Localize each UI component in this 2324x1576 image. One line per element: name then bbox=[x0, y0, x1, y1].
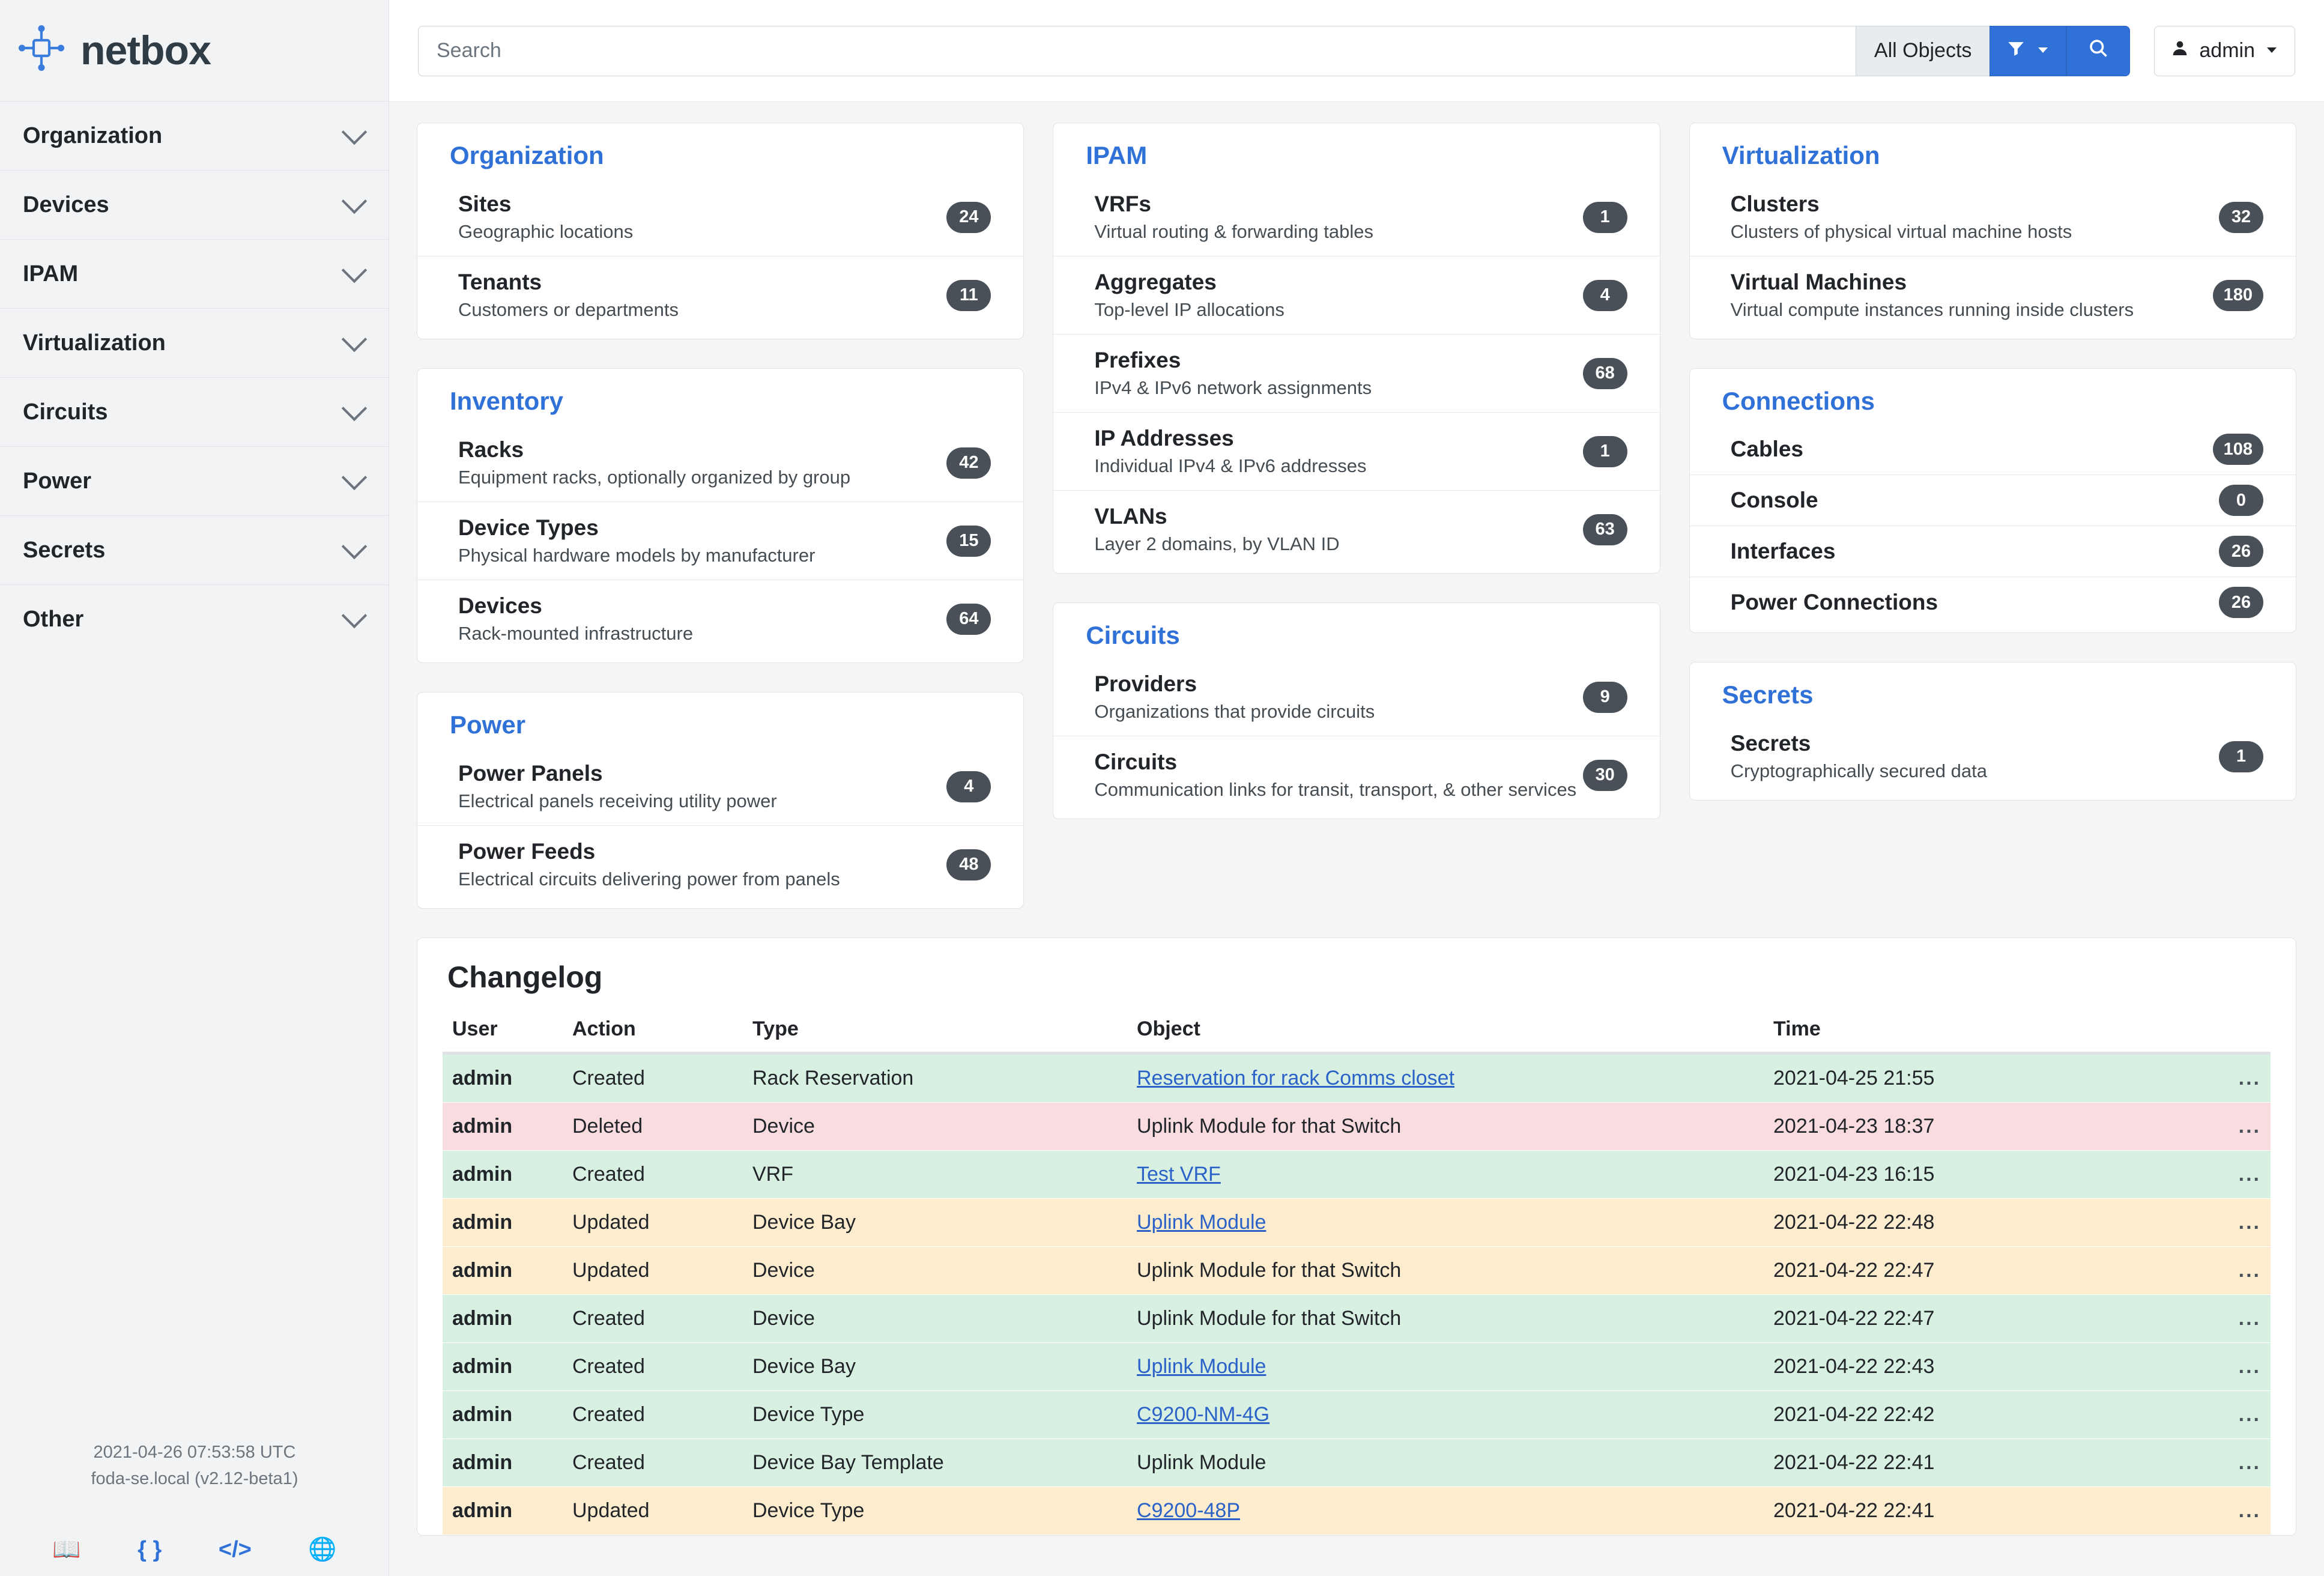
sidebar-item-label: Organization bbox=[23, 123, 163, 148]
row-count-badge: 1 bbox=[2219, 741, 2263, 772]
cell-user: admin bbox=[443, 1247, 563, 1295]
row-description: Virtual routing & forwarding tables bbox=[1094, 221, 1374, 242]
row-count-badge: 180 bbox=[2213, 280, 2263, 311]
row-count-badge: 0 bbox=[2219, 485, 2263, 516]
cards-column-right bbox=[1689, 123, 2296, 801]
cell-action: Updated bbox=[563, 1487, 743, 1535]
cell-type: Device bbox=[743, 1247, 1127, 1295]
cell-type: Device Type bbox=[743, 1391, 1127, 1439]
chevron-down-icon bbox=[342, 189, 367, 214]
main-content bbox=[389, 102, 2324, 1576]
cell-type: Device Type bbox=[743, 1487, 1127, 1535]
cell-time: 2021-04-22 22:48 bbox=[1764, 1199, 2100, 1247]
sidebar-item-other[interactable] bbox=[0, 584, 389, 653]
cell-action: Created bbox=[563, 1439, 743, 1487]
row-description: Physical hardware models by manufacturer bbox=[458, 545, 816, 566]
card-row-power-panels[interactable] bbox=[417, 748, 1023, 826]
row-label: Tenants bbox=[458, 270, 542, 294]
changelog-table bbox=[443, 1009, 2271, 1535]
row-description: Virtual compute instances running inside clusters bbox=[1730, 299, 2134, 320]
row-description: Communication links for transit, transport, & other services bbox=[1094, 779, 1577, 800]
card-row-power-feeds[interactable] bbox=[417, 826, 1023, 903]
card-row-devices[interactable] bbox=[417, 580, 1023, 658]
row-label: Console bbox=[1730, 488, 1818, 512]
row-description: Individual IPv4 & IPv6 addresses bbox=[1094, 455, 1367, 476]
cell-object: Uplink Module for that Switch bbox=[1127, 1103, 1764, 1151]
row-menu-button[interactable]: ... bbox=[2100, 1053, 2271, 1103]
row-label: IP Addresses bbox=[1094, 426, 1234, 450]
cell-object: Uplink Module for that Switch bbox=[1127, 1295, 1764, 1343]
table-row[interactable] bbox=[443, 1343, 2271, 1391]
sidebar-item-devices[interactable] bbox=[0, 170, 389, 239]
cell-object[interactable] bbox=[1127, 1343, 1764, 1391]
cell-action: Created bbox=[563, 1343, 743, 1391]
code-brackets-icon[interactable]: </> bbox=[218, 1536, 252, 1562]
sidebar-item-label: Power bbox=[23, 468, 92, 494]
row-count-badge: 30 bbox=[1583, 760, 1627, 791]
row-count-badge: 42 bbox=[946, 447, 991, 479]
row-label: Power Panels bbox=[458, 761, 603, 786]
cell-object[interactable] bbox=[1127, 1199, 1764, 1247]
cell-type: Rack Reservation bbox=[743, 1053, 1127, 1103]
globe-icon[interactable]: 🌐 bbox=[308, 1537, 337, 1562]
brand-logo[interactable] bbox=[0, 0, 389, 101]
row-description: Layer 2 domains, by VLAN ID bbox=[1094, 533, 1340, 554]
row-label: VLANs bbox=[1094, 504, 1167, 529]
card-row-sites[interactable] bbox=[417, 178, 1023, 256]
search-button[interactable] bbox=[2066, 26, 2130, 76]
sidebar-item-power[interactable] bbox=[0, 446, 389, 515]
row-description: Cryptographically secured data bbox=[1730, 760, 1987, 781]
cell-user: admin bbox=[443, 1343, 563, 1391]
row-count-badge: 15 bbox=[946, 526, 991, 557]
row-label: Secrets bbox=[1730, 731, 1811, 756]
card-title[interactable]: Connections bbox=[1722, 387, 1875, 415]
search-group bbox=[418, 26, 2130, 76]
cell-type: Device Bay bbox=[743, 1199, 1127, 1247]
row-label: Aggregates bbox=[1094, 270, 1217, 294]
sidebar-item-circuits[interactable] bbox=[0, 377, 389, 446]
cell-user: admin bbox=[443, 1199, 563, 1247]
changelog-title: Changelog bbox=[447, 960, 603, 994]
user-menu-button[interactable] bbox=[2154, 26, 2295, 76]
cell-type: Device bbox=[743, 1295, 1127, 1343]
row-label: Sites bbox=[458, 192, 512, 216]
code-braces-icon[interactable]: { } bbox=[138, 1536, 162, 1562]
row-label: Interfaces bbox=[1730, 539, 1836, 563]
row-label: Devices bbox=[458, 593, 542, 618]
cell-type: Device bbox=[743, 1103, 1127, 1151]
row-count-badge: 64 bbox=[946, 604, 991, 635]
card-row-prefixes[interactable] bbox=[1053, 335, 1659, 413]
row-count-badge: 63 bbox=[1583, 514, 1627, 545]
row-menu-button[interactable]: ... bbox=[2100, 1151, 2271, 1199]
card-title[interactable]: Virtualization bbox=[1722, 141, 1880, 169]
chevron-down-icon bbox=[342, 603, 367, 628]
row-count-badge: 24 bbox=[946, 202, 991, 233]
table-row[interactable] bbox=[443, 1199, 2271, 1247]
search-input[interactable] bbox=[418, 26, 1856, 76]
card-row-vlans[interactable] bbox=[1053, 491, 1659, 568]
row-label: Providers bbox=[1094, 671, 1197, 696]
user-icon bbox=[2170, 38, 2189, 63]
chevron-down-icon bbox=[342, 258, 367, 283]
sidebar-item-label: Devices bbox=[23, 192, 109, 217]
card-row-cables[interactable] bbox=[1690, 424, 2296, 475]
card-row-providers[interactable] bbox=[1053, 658, 1659, 736]
card-row-ip-addresses[interactable] bbox=[1053, 413, 1659, 491]
card-title[interactable]: Organization bbox=[450, 141, 604, 169]
top-bar bbox=[389, 0, 2324, 102]
sidebar-item-label: IPAM bbox=[23, 261, 79, 286]
row-count-badge: 32 bbox=[2219, 202, 2263, 233]
row-label: Power Feeds bbox=[458, 839, 596, 864]
card-row-power-connections[interactable] bbox=[1690, 577, 2296, 628]
search-icon bbox=[2087, 37, 2109, 64]
cell-user: admin bbox=[443, 1487, 563, 1535]
row-count-badge: 48 bbox=[946, 849, 991, 880]
row-description: Electrical panels receiving utility power bbox=[458, 790, 777, 811]
object-link[interactable]: Uplink Module bbox=[1137, 1211, 1266, 1234]
row-label: Cables bbox=[1730, 437, 1803, 461]
cell-time: 2021-04-23 18:37 bbox=[1764, 1103, 2100, 1151]
cell-object: Uplink Module bbox=[1127, 1439, 1764, 1487]
changelog-panel bbox=[417, 938, 2296, 1536]
brand-name: netbox bbox=[80, 28, 211, 73]
cell-action: Updated bbox=[563, 1247, 743, 1295]
card-connections bbox=[1689, 368, 2296, 633]
sidebar-item-ipam[interactable] bbox=[0, 239, 389, 308]
sidebar-item-label: Virtualization bbox=[23, 330, 166, 356]
cell-action: Updated bbox=[563, 1199, 743, 1247]
row-label: Virtual Machines bbox=[1730, 270, 1907, 294]
card-title[interactable]: Power bbox=[450, 711, 526, 739]
object-link[interactable]: Uplink Module bbox=[1137, 1355, 1266, 1378]
row-menu-button[interactable]: ... bbox=[2100, 1295, 2271, 1343]
row-count-badge: 11 bbox=[946, 280, 991, 311]
card-organization bbox=[417, 123, 1024, 339]
object-link[interactable]: C9200-NM-4G bbox=[1137, 1403, 1270, 1426]
row-description: Electrical circuits delivering power from panels bbox=[458, 868, 840, 890]
card-title[interactable]: IPAM bbox=[1086, 141, 1148, 169]
filter-button[interactable] bbox=[1990, 26, 2066, 76]
sidebar-item-virtualization[interactable] bbox=[0, 308, 389, 377]
card-circuits bbox=[1053, 602, 1660, 819]
table-header-row bbox=[443, 1009, 2271, 1053]
user-menu-label: admin bbox=[2199, 39, 2255, 62]
column-header-action[interactable]: Action bbox=[563, 1009, 743, 1053]
table-row[interactable] bbox=[443, 1439, 2271, 1487]
row-count-badge: 4 bbox=[1583, 280, 1627, 311]
card-row-device-types[interactable] bbox=[417, 502, 1023, 580]
sidebar-item-label: Other bbox=[23, 606, 84, 632]
cell-type: VRF bbox=[743, 1151, 1127, 1199]
cell-action: Created bbox=[563, 1391, 743, 1439]
cell-user: admin bbox=[443, 1295, 563, 1343]
cell-time: 2021-04-22 22:47 bbox=[1764, 1295, 2100, 1343]
object-cards-grid bbox=[417, 123, 2296, 909]
row-menu-button[interactable]: ... bbox=[2100, 1439, 2271, 1487]
card-virtualization bbox=[1689, 123, 2296, 339]
cell-user: admin bbox=[443, 1439, 563, 1487]
cards-column-middle bbox=[1053, 123, 1660, 819]
table-row[interactable] bbox=[443, 1247, 2271, 1295]
cell-type: Device Bay bbox=[743, 1343, 1127, 1391]
cell-action: Created bbox=[563, 1151, 743, 1199]
cell-user: admin bbox=[443, 1103, 563, 1151]
cell-time: 2021-04-23 16:15 bbox=[1764, 1151, 2100, 1199]
cell-user: admin bbox=[443, 1391, 563, 1439]
row-label: Prefixes bbox=[1094, 348, 1181, 372]
row-description: Top-level IP allocations bbox=[1094, 299, 1285, 320]
row-menu-button[interactable]: ... bbox=[2100, 1487, 2271, 1535]
row-menu-button[interactable]: ... bbox=[2100, 1199, 2271, 1247]
sidebar bbox=[0, 0, 389, 1576]
card-row-clusters[interactable] bbox=[1690, 178, 2296, 256]
cell-time: 2021-04-22 22:41 bbox=[1764, 1439, 2100, 1487]
row-count-badge: 4 bbox=[946, 771, 991, 802]
cell-time: 2021-04-22 22:43 bbox=[1764, 1343, 2100, 1391]
cell-object: Uplink Module for that Switch bbox=[1127, 1247, 1764, 1295]
card-title[interactable]: Secrets bbox=[1722, 680, 1814, 709]
sidebar-item-organization[interactable] bbox=[0, 101, 389, 170]
card-row-tenants[interactable] bbox=[417, 256, 1023, 334]
footer-hostname-version: foda-se.local (v2.12-beta1) bbox=[91, 1468, 298, 1488]
footer-timestamp: 2021-04-26 07:53:58 UTC bbox=[93, 1443, 296, 1462]
card-ipam bbox=[1053, 123, 1660, 574]
column-header-user[interactable]: User bbox=[443, 1009, 563, 1053]
row-description: Organizations that provide circuits bbox=[1094, 701, 1375, 722]
cell-action: Deleted bbox=[563, 1103, 743, 1151]
row-description: IPv4 & IPv6 network assignments bbox=[1094, 377, 1372, 398]
row-label: VRFs bbox=[1094, 192, 1151, 216]
row-label: Racks bbox=[458, 437, 524, 462]
row-menu-button[interactable]: ... bbox=[2100, 1247, 2271, 1295]
card-row-console[interactable] bbox=[1690, 475, 2296, 526]
row-menu-button[interactable]: ... bbox=[2100, 1103, 2271, 1151]
table-row[interactable] bbox=[443, 1151, 2271, 1199]
card-power bbox=[417, 692, 1024, 909]
object-link[interactable]: Test VRF bbox=[1137, 1163, 1221, 1186]
book-icon[interactable]: 📖 bbox=[52, 1537, 81, 1562]
sidebar-item-label: Secrets bbox=[23, 537, 106, 563]
card-row-vrfs[interactable] bbox=[1053, 178, 1659, 256]
row-menu-button[interactable]: ... bbox=[2100, 1391, 2271, 1439]
object-link[interactable]: Reservation for rack Comms closet bbox=[1137, 1067, 1455, 1090]
column-header-object[interactable]: Object bbox=[1127, 1009, 1764, 1053]
chevron-down-icon bbox=[342, 465, 367, 490]
row-description: Rack-mounted infrastructure bbox=[458, 623, 694, 644]
card-row-racks[interactable] bbox=[417, 424, 1023, 502]
cell-user: admin bbox=[443, 1053, 563, 1103]
cell-action: Created bbox=[563, 1295, 743, 1343]
row-label: Clusters bbox=[1730, 192, 1820, 216]
row-count-badge: 68 bbox=[1583, 358, 1627, 389]
row-description: Equipment racks, optionally organized by group bbox=[458, 467, 851, 488]
column-header-type[interactable]: Type bbox=[743, 1009, 1127, 1053]
table-row[interactable] bbox=[443, 1391, 2271, 1439]
card-row-aggregates[interactable] bbox=[1053, 256, 1659, 335]
cards-column-left bbox=[417, 123, 1024, 909]
row-count-badge: 26 bbox=[2219, 587, 2263, 618]
column-header-time[interactable]: Time bbox=[1764, 1009, 2100, 1053]
row-count-badge: 1 bbox=[1583, 202, 1627, 233]
row-label: Circuits bbox=[1094, 750, 1178, 774]
row-description: Clusters of physical virtual machine hosts bbox=[1730, 221, 2072, 242]
row-description: Customers or departments bbox=[458, 299, 679, 320]
table-row[interactable] bbox=[443, 1487, 2271, 1535]
object-scope-label: All Objects bbox=[1874, 39, 1972, 62]
row-count-badge: 1 bbox=[1583, 436, 1627, 467]
cell-object[interactable] bbox=[1127, 1391, 1764, 1439]
sidebar-item-label: Circuits bbox=[23, 399, 108, 425]
card-row-interfaces[interactable] bbox=[1690, 526, 2296, 577]
cell-object[interactable] bbox=[1127, 1487, 1764, 1535]
cell-type: Device Bay Template bbox=[743, 1439, 1127, 1487]
object-scope-select[interactable] bbox=[1856, 26, 1990, 76]
chevron-down-icon bbox=[2036, 39, 2050, 62]
object-link[interactable]: C9200-48P bbox=[1137, 1499, 1241, 1522]
cell-time: 2021-04-22 22:47 bbox=[1764, 1247, 2100, 1295]
table-row[interactable] bbox=[443, 1103, 2271, 1151]
netbox-logo-icon bbox=[18, 25, 65, 77]
cell-time: 2021-04-22 22:41 bbox=[1764, 1487, 2100, 1535]
filter-icon bbox=[2006, 38, 2026, 64]
card-row-circuits[interactable] bbox=[1053, 736, 1659, 814]
row-label: Power Connections bbox=[1730, 590, 1938, 614]
table-row[interactable] bbox=[443, 1053, 2271, 1103]
card-row-virtual-machines[interactable] bbox=[1690, 256, 2296, 334]
row-count-badge: 26 bbox=[2219, 536, 2263, 567]
column-header-actions bbox=[2100, 1009, 2271, 1053]
chevron-down-icon bbox=[342, 396, 367, 421]
card-title[interactable]: Circuits bbox=[1086, 621, 1180, 649]
row-description: Geographic locations bbox=[458, 221, 634, 242]
chevron-down-icon bbox=[342, 327, 367, 352]
card-secrets bbox=[1689, 662, 2296, 801]
cell-action: Created bbox=[563, 1053, 743, 1103]
card-inventory bbox=[417, 368, 1024, 663]
sidebar-footer bbox=[0, 1440, 389, 1492]
row-label: Device Types bbox=[458, 515, 599, 540]
sidebar-icon-bar bbox=[0, 1536, 389, 1563]
cell-time: 2021-04-22 22:42 bbox=[1764, 1391, 2100, 1439]
row-menu-button[interactable]: ... bbox=[2100, 1343, 2271, 1391]
table-row[interactable] bbox=[443, 1295, 2271, 1343]
cell-object[interactable] bbox=[1127, 1053, 1764, 1103]
card-title[interactable]: Inventory bbox=[450, 387, 564, 415]
row-count-badge: 108 bbox=[2213, 434, 2263, 465]
cell-object[interactable] bbox=[1127, 1151, 1764, 1199]
cell-time: 2021-04-25 21:55 bbox=[1764, 1053, 2100, 1103]
chevron-down-icon bbox=[2265, 39, 2279, 62]
chevron-down-icon bbox=[342, 534, 367, 559]
sidebar-item-secrets[interactable] bbox=[0, 515, 389, 584]
cell-user: admin bbox=[443, 1151, 563, 1199]
row-count-badge: 9 bbox=[1583, 682, 1627, 713]
card-row-secrets[interactable] bbox=[1690, 718, 2296, 795]
chevron-down-icon bbox=[342, 120, 367, 145]
